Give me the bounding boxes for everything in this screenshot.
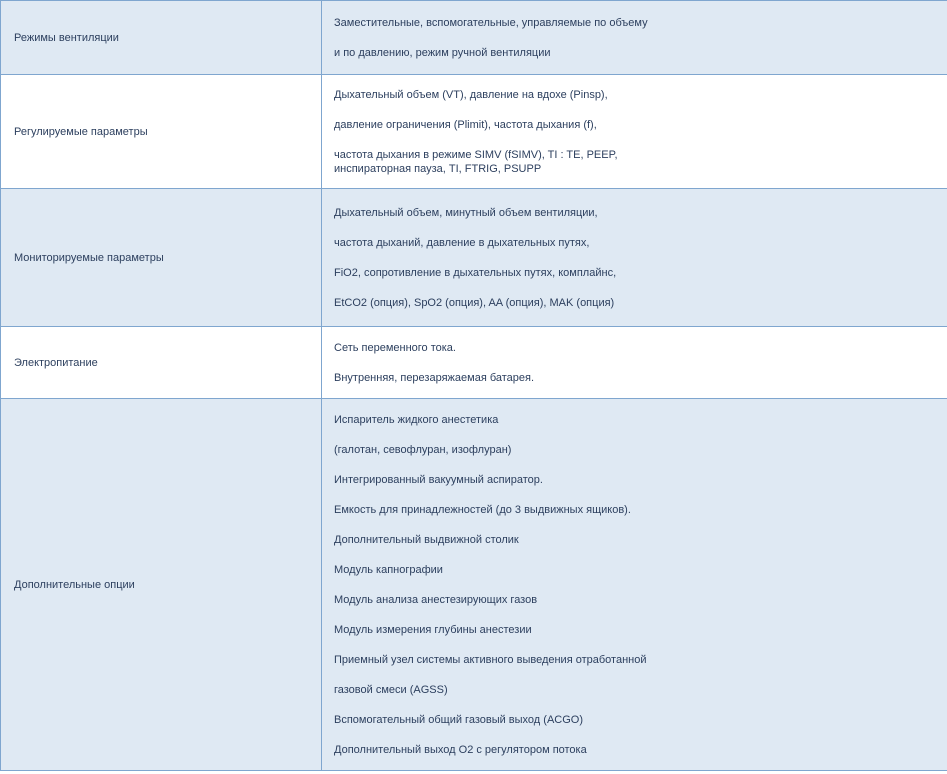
value-line: EtCO2 (опция), SpO2 (опция), AA (опция), MAK (опция): [334, 296, 615, 309]
row-label: Регулируемые параметры: [1, 75, 322, 189]
value-line: Модуль измерения глубины анестезии: [334, 623, 532, 636]
row-value: [322, 189, 947, 327]
row-label: Электропитание: [1, 327, 322, 399]
value-line: частота дыхания в режиме SIMV (fSIMV), TI : TE, PEEP,: [334, 148, 618, 161]
row-value: [322, 327, 947, 399]
table-row: [1, 1, 947, 75]
value-line: Дыхательный объем, минутный объем вентиляции,: [334, 206, 598, 219]
value-line: давление ограничения (Plimit), частота дыхания (f),: [334, 118, 597, 131]
row-value: [322, 1, 947, 75]
value-line: Дополнительный выдвижной столик: [334, 533, 519, 546]
table-row: [1, 75, 947, 189]
value-line: (галотан, севофлуран, изофлуран): [334, 443, 512, 456]
row-label: Режимы вентиляции: [1, 1, 322, 75]
value-line: Приемный узел системы активного выведения отработанной: [334, 653, 647, 666]
table-row: [1, 327, 947, 399]
value-line: и по давлению, режим ручной вентиляции: [334, 46, 551, 59]
row-label: Мониторируемые параметры: [1, 189, 322, 327]
value-line: газовой смеси (AGSS): [334, 683, 448, 696]
value-line: Интегрированный вакуумный аспиратор.: [334, 473, 543, 486]
row-value: [322, 75, 947, 189]
row-label: Дополнительные опции: [1, 399, 322, 771]
value-line: Модуль капнографии: [334, 563, 443, 576]
value-line: Емкость для принадлежностей (до 3 выдвижных ящиков).: [334, 503, 631, 516]
value-line: Заместительные, вспомогательные, управляемые по объему: [334, 16, 648, 29]
value-line: Модуль анализа анестезирующих газов: [334, 593, 538, 606]
value-line: Испаритель жидкого анестетика: [334, 413, 499, 426]
value-line: Внутренняя, перезаряжаемая батарея.: [334, 371, 535, 384]
value-line: Дыхательный объем (VT), давление на вдохе (Pinsp),: [334, 88, 608, 101]
value-line: Вспомогательный общий газовый выход (ACGO): [334, 713, 583, 726]
value-line: инспираторная пауза, TI, FTRIG, PSUPP: [334, 162, 542, 175]
table-row: [1, 189, 947, 327]
value-line: FiO2, сопротивление в дыхательных путях, комплайнс,: [334, 266, 617, 279]
value-line: Дополнительный выход O2 с регулятором потока: [334, 743, 587, 756]
value-line: частота дыханий, давление в дыхательных путях,: [334, 236, 590, 249]
value-line: Сеть переменного тока.: [334, 341, 456, 354]
table-row: [1, 399, 947, 771]
row-value: [322, 399, 947, 771]
